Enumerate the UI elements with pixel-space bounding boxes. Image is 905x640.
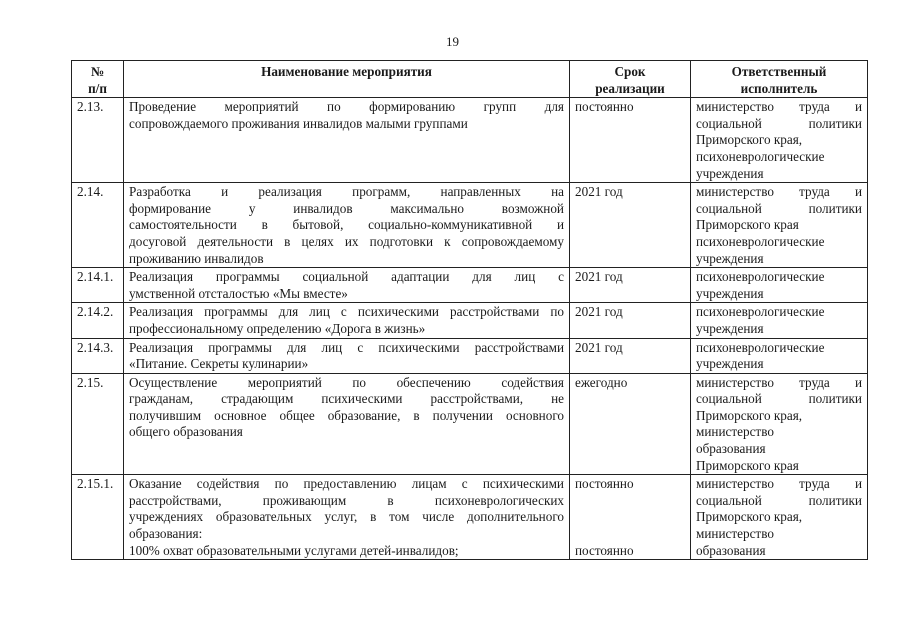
- row-measure-name: [124, 183, 570, 268]
- table-row: [72, 98, 868, 183]
- row-term: 2021 год: [570, 338, 691, 373]
- row-responsible: [691, 373, 868, 475]
- responsible-line: министерство: [696, 526, 774, 542]
- responsible-line: министерство труда и: [696, 184, 862, 200]
- measure-line: образования:: [129, 526, 203, 542]
- row-responsible: [691, 98, 868, 183]
- header-responsible-line1: Ответственный: [731, 64, 827, 79]
- row-term: 2021 год: [570, 268, 691, 303]
- header-responsible-line2: исполнитель: [740, 80, 818, 96]
- header-responsible: [691, 61, 868, 98]
- header-number-line1: №: [90, 64, 105, 79]
- measure-line: досуговой деятельности в целях их подготовки к сопровождаемому: [129, 233, 564, 249]
- measure-line: Разработка и реализация программ, направленных на: [129, 184, 564, 200]
- measure-line: учреждениях образовательных услуг, в том числе дополнительного: [129, 509, 564, 525]
- row-responsible: [691, 303, 868, 338]
- responsible-line: социальной политики: [696, 492, 862, 508]
- table-row: [72, 183, 868, 268]
- term-spacer: [575, 493, 685, 510]
- measure-line: расстройствами, проживающим в психоневрологических: [129, 492, 564, 508]
- responsible-line: Приморского края,: [696, 509, 803, 525]
- page-number: 19: [446, 34, 459, 49]
- term-spacer: [575, 526, 685, 543]
- row-number: 2.14.1.: [72, 268, 124, 303]
- measure-line: формирование у инвалидов максимально возможной: [129, 200, 564, 216]
- row-number: 2.15.: [72, 373, 124, 475]
- responsible-line: Приморского края: [696, 217, 799, 233]
- row-number: 2.14.3.: [72, 338, 124, 373]
- row-measure-name: [124, 303, 570, 338]
- row-number: 2.13.: [72, 98, 124, 183]
- row-term: ежегодно: [570, 373, 691, 475]
- measure-line: Оказание содействия по предоставлению лицам с психическими: [129, 476, 564, 492]
- responsible-line: социальной политики: [696, 391, 862, 407]
- responsible-line: психоневрологические: [696, 148, 825, 164]
- header-term: [570, 61, 691, 98]
- measure-line: Реализация программы для лиц с психическими расстройствами: [129, 339, 564, 355]
- responsible-line: учреждения: [696, 356, 764, 372]
- table-row: [72, 303, 868, 338]
- measure-line: проживанию инвалидов: [129, 250, 264, 266]
- measure-line: Осуществление мероприятий по обеспечению содействия: [129, 374, 564, 390]
- row-responsible: [691, 268, 868, 303]
- row-term: 2021 год: [570, 183, 691, 268]
- measure-line: профессиональному определению «Дорога в жизнь»: [129, 320, 426, 336]
- measure-line: Реализация программы для лиц с психическими расстройствами по: [129, 304, 564, 320]
- row-responsible: [691, 338, 868, 373]
- measures-table: [71, 60, 868, 560]
- row-term: [570, 475, 691, 560]
- responsible-line: министерство труда и: [696, 476, 862, 492]
- row-measure-name: [124, 475, 570, 560]
- row-number: 2.15.1.: [72, 475, 124, 560]
- header-number: [72, 61, 124, 98]
- responsible-line: психоневрологические: [696, 304, 825, 320]
- measure-line: сопровождаемого проживания инвалидов малыми группами: [129, 115, 468, 131]
- responsible-line: учреждения: [696, 250, 764, 266]
- table-header-row: [72, 61, 868, 98]
- term-line: постоянно: [575, 542, 634, 558]
- responsible-line: психоневрологические: [696, 233, 825, 249]
- table-row: [72, 338, 868, 373]
- measure-line: получившим основное общее образование, в получении основного: [129, 407, 564, 423]
- responsible-line: министерство труда и: [696, 374, 862, 390]
- responsible-line: министерство труда и: [696, 99, 862, 115]
- header-term-line1: Срок: [614, 64, 646, 79]
- responsible-line: учреждения: [696, 285, 764, 301]
- measure-line: умственной отсталостью «Мы вместе»: [129, 285, 348, 301]
- row-term: 2021 год: [570, 303, 691, 338]
- responsible-line: образования: [696, 441, 766, 457]
- measure-line: самостоятельности в бытовой, социально-коммуникативной и: [129, 217, 564, 233]
- row-term: постоянно: [570, 98, 691, 183]
- responsible-line: Приморского края,: [696, 132, 803, 148]
- responsible-line: учреждения: [696, 165, 764, 181]
- responsible-line: Приморского края: [696, 457, 799, 473]
- row-measure-name: [124, 373, 570, 475]
- row-responsible: [691, 475, 868, 560]
- table-row: [72, 373, 868, 475]
- header-number-line2: п/п: [88, 80, 107, 96]
- measure-line: 100% охват образовательными услугами детей-инвалидов;: [129, 542, 459, 558]
- row-measure-name: [124, 338, 570, 373]
- responsible-line: социальной политики: [696, 115, 862, 131]
- measure-line: общего образования: [129, 424, 243, 440]
- responsible-line: социальной политики: [696, 200, 862, 216]
- header-name: [124, 61, 570, 98]
- responsible-line: психоневрологические: [696, 339, 825, 355]
- responsible-line: министерство: [696, 424, 774, 440]
- row-number: 2.14.: [72, 183, 124, 268]
- term-line: постоянно: [575, 476, 634, 492]
- row-responsible: [691, 183, 868, 268]
- measure-line: Реализация программы социальной адаптации для лиц с: [129, 269, 564, 285]
- table-row: [72, 268, 868, 303]
- responsible-line: психоневрологические: [696, 269, 825, 285]
- measure-line: «Питание. Секреты кулинарии»: [129, 356, 309, 372]
- term-spacer: [575, 509, 685, 526]
- responsible-line: Приморского края,: [696, 407, 803, 423]
- measure-line: Проведение мероприятий по формированию групп для: [129, 99, 564, 115]
- header-term-line2: реализации: [595, 80, 665, 96]
- table-row: [72, 475, 868, 560]
- header-name-label: Наименование мероприятия: [261, 64, 432, 79]
- measure-line: гражданам, страдающим психическими расстройствами, не: [129, 391, 564, 407]
- row-measure-name: [124, 98, 570, 183]
- responsible-line: учреждения: [696, 320, 764, 336]
- row-number: 2.14.2.: [72, 303, 124, 338]
- responsible-line: образования: [696, 542, 766, 558]
- row-measure-name: [124, 268, 570, 303]
